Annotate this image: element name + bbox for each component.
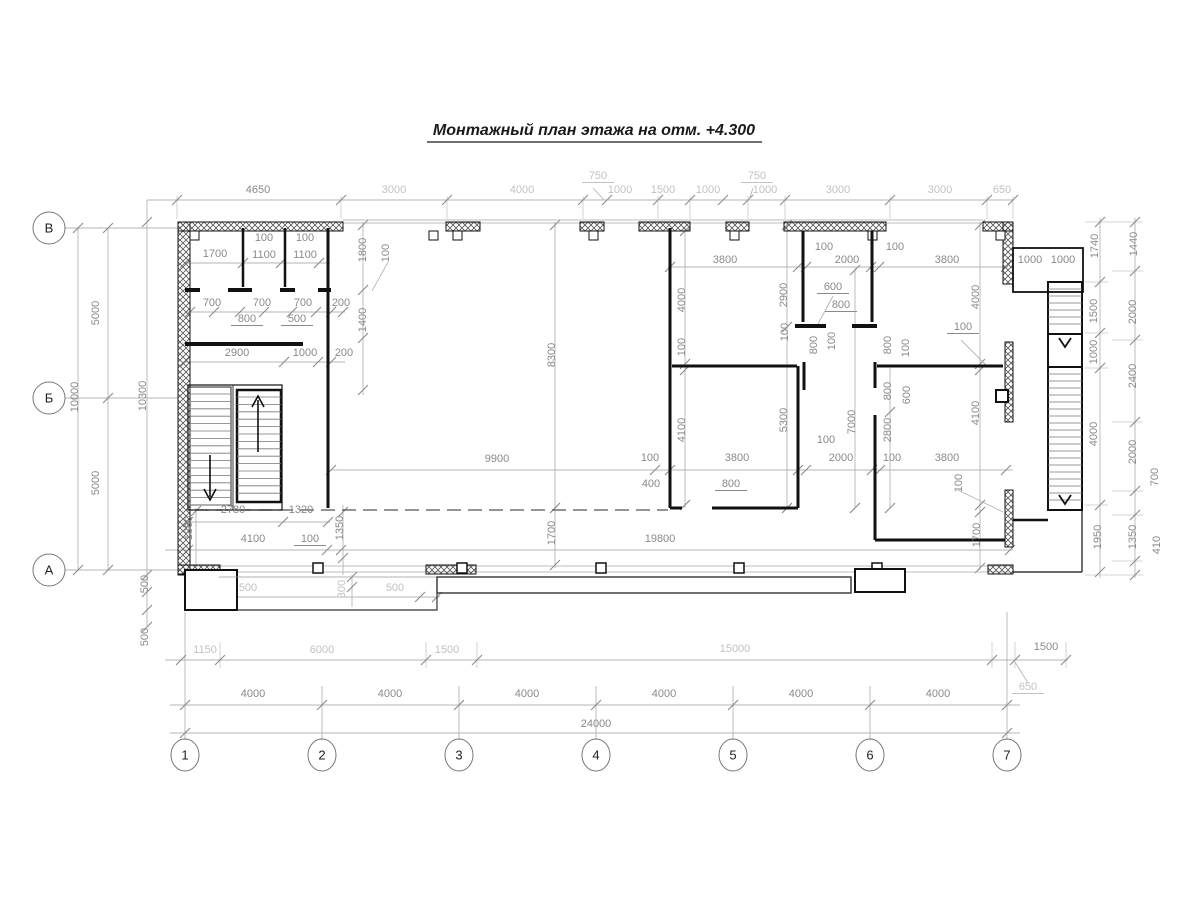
- dim-label: 100: [295, 232, 315, 244]
- dim-label: 5300: [778, 407, 790, 433]
- dim-label: 100: [640, 452, 660, 464]
- axis-label: Б: [44, 390, 54, 406]
- dim-label: 100: [254, 232, 274, 244]
- dim-label: 1000: [292, 347, 318, 359]
- dim-label: 1500: [434, 644, 460, 656]
- dim-label: 4000: [240, 688, 266, 700]
- dim-label: 4000: [970, 284, 982, 310]
- dim-label: 1000: [1017, 254, 1043, 266]
- dim-label: 1150: [193, 644, 217, 656]
- dim-label: 300: [336, 579, 348, 599]
- dim-label: 800: [882, 335, 894, 355]
- dim-label: 1400: [357, 307, 369, 333]
- dim-label: 2000: [828, 452, 854, 464]
- dim-label: 1000: [1050, 254, 1076, 266]
- dim-label: 100: [900, 338, 912, 358]
- dim-label: 2900: [224, 347, 250, 359]
- dim-label: 4100: [676, 417, 688, 443]
- dim-label: 10300: [137, 380, 149, 412]
- axis-label: А: [44, 562, 54, 578]
- axis-label: 5: [729, 747, 737, 763]
- dim-label: 2000: [834, 254, 860, 266]
- dim-label: 1000: [695, 184, 721, 196]
- dim-label: 4650: [245, 184, 271, 196]
- dim-label: 1000: [752, 184, 778, 196]
- axis-label: 4: [592, 747, 600, 763]
- dim-label: 800: [882, 381, 894, 401]
- dim-label: 100: [814, 241, 834, 253]
- dim-label: 100: [779, 322, 791, 342]
- dim-label: 7000: [846, 409, 858, 435]
- dim-label: 100: [953, 473, 965, 493]
- dim-label: 100: [826, 331, 838, 351]
- dim-label: 2000: [1127, 299, 1139, 325]
- dim-label: 1800: [357, 237, 369, 263]
- dim-label: 5000: [90, 300, 102, 326]
- dim-label: 1350: [1127, 524, 1139, 550]
- dim-label: 1350: [334, 515, 346, 541]
- dim-label: 24000: [580, 718, 612, 730]
- dim-label: 600: [901, 385, 913, 405]
- dim-label: 3000: [825, 184, 851, 196]
- dim-label: 4000: [514, 688, 540, 700]
- dim-label: 1500: [1033, 641, 1059, 653]
- dim-label: 700: [1149, 467, 1161, 487]
- dim-label: 200: [334, 347, 354, 359]
- dim-label: 500: [238, 582, 258, 594]
- dim-label: 500: [139, 627, 151, 647]
- dim-label: 1860: [183, 515, 195, 541]
- axis-label: 6: [866, 747, 874, 763]
- dim-label: 800: [808, 335, 820, 355]
- dim-label: 19800: [644, 533, 676, 545]
- axis-label: 7: [1003, 747, 1011, 763]
- dim-label: 3800: [934, 452, 960, 464]
- dim-label: 4000: [925, 688, 951, 700]
- axis-label: 1: [181, 747, 189, 763]
- dim-label: 100: [816, 434, 836, 446]
- dim-label: 100: [882, 452, 902, 464]
- dim-label: 3000: [927, 184, 953, 196]
- dim-label: 500: [139, 574, 151, 594]
- dim-label: 100: [885, 241, 905, 253]
- dim-label: 700: [252, 297, 272, 309]
- dim-label: 3800: [724, 452, 750, 464]
- dim-label: 500: [287, 313, 307, 325]
- dim-label: 750: [588, 170, 608, 182]
- page-title: Монтажный план этажа на отм. +4.300: [432, 122, 756, 139]
- dim-label: 500: [385, 582, 405, 594]
- dim-label: 650: [1018, 681, 1038, 693]
- dim-label: 3800: [712, 254, 738, 266]
- dim-label: 2400: [1127, 363, 1139, 389]
- dim-label: 2000: [1127, 439, 1139, 465]
- dim-label: 4000: [651, 688, 677, 700]
- dim-label: 8300: [546, 342, 558, 368]
- dim-label: 2900: [778, 282, 790, 308]
- dim-label: 10000: [69, 381, 81, 413]
- dim-label: 1100: [252, 249, 276, 261]
- dim-label: 200: [331, 297, 351, 309]
- dim-label: 1950: [1092, 524, 1104, 550]
- dim-label: 1700: [202, 248, 228, 260]
- dim-label: 15000: [719, 643, 751, 655]
- dim-label: 4100: [970, 400, 982, 426]
- dim-label: 700: [293, 297, 313, 309]
- dim-label: 1000: [607, 184, 633, 196]
- dim-label: 4000: [1088, 421, 1100, 447]
- dim-label: 650: [992, 184, 1012, 196]
- dim-label: 100: [380, 243, 392, 263]
- dim-label: 6000: [309, 644, 335, 656]
- dim-label: 4000: [509, 184, 535, 196]
- dim-label: 1320: [288, 504, 314, 516]
- dim-label: 750: [747, 170, 767, 182]
- dim-label: 1440: [1128, 231, 1140, 257]
- dim-label: 1700: [971, 522, 983, 548]
- dim-label: 3000: [381, 184, 407, 196]
- dim-label: 800: [237, 313, 257, 325]
- dim-label: 3800: [934, 254, 960, 266]
- dim-label: 800: [831, 299, 851, 311]
- dim-label: 5000: [90, 470, 102, 496]
- dim-label: 9900: [484, 453, 510, 465]
- axis-label: 2: [318, 747, 326, 763]
- dim-label: 1500: [650, 184, 676, 196]
- dim-label: 600: [823, 281, 843, 293]
- dim-label: 100: [676, 337, 688, 357]
- dim-label: 1500: [1088, 298, 1100, 324]
- dim-label: 400: [641, 478, 661, 490]
- dim-label: 4000: [377, 688, 403, 700]
- dim-label: 1100: [293, 249, 317, 261]
- dim-label: 2800: [882, 417, 894, 443]
- dim-label: 700: [202, 297, 222, 309]
- dim-label: 100: [300, 533, 320, 545]
- dim-label: 410: [1151, 535, 1163, 555]
- dim-label: 4000: [676, 287, 688, 313]
- axis-label: В: [44, 220, 54, 236]
- dim-label: 1000: [1088, 339, 1100, 365]
- dim-label: 4100: [240, 533, 266, 545]
- dim-label: 2780: [220, 504, 246, 516]
- dim-label: 4000: [788, 688, 814, 700]
- dim-label: 1740: [1089, 233, 1101, 259]
- axis-label: 3: [455, 747, 463, 763]
- dim-label: 100: [953, 321, 973, 333]
- dim-label: 1700: [546, 520, 558, 546]
- dim-label: 800: [721, 478, 741, 490]
